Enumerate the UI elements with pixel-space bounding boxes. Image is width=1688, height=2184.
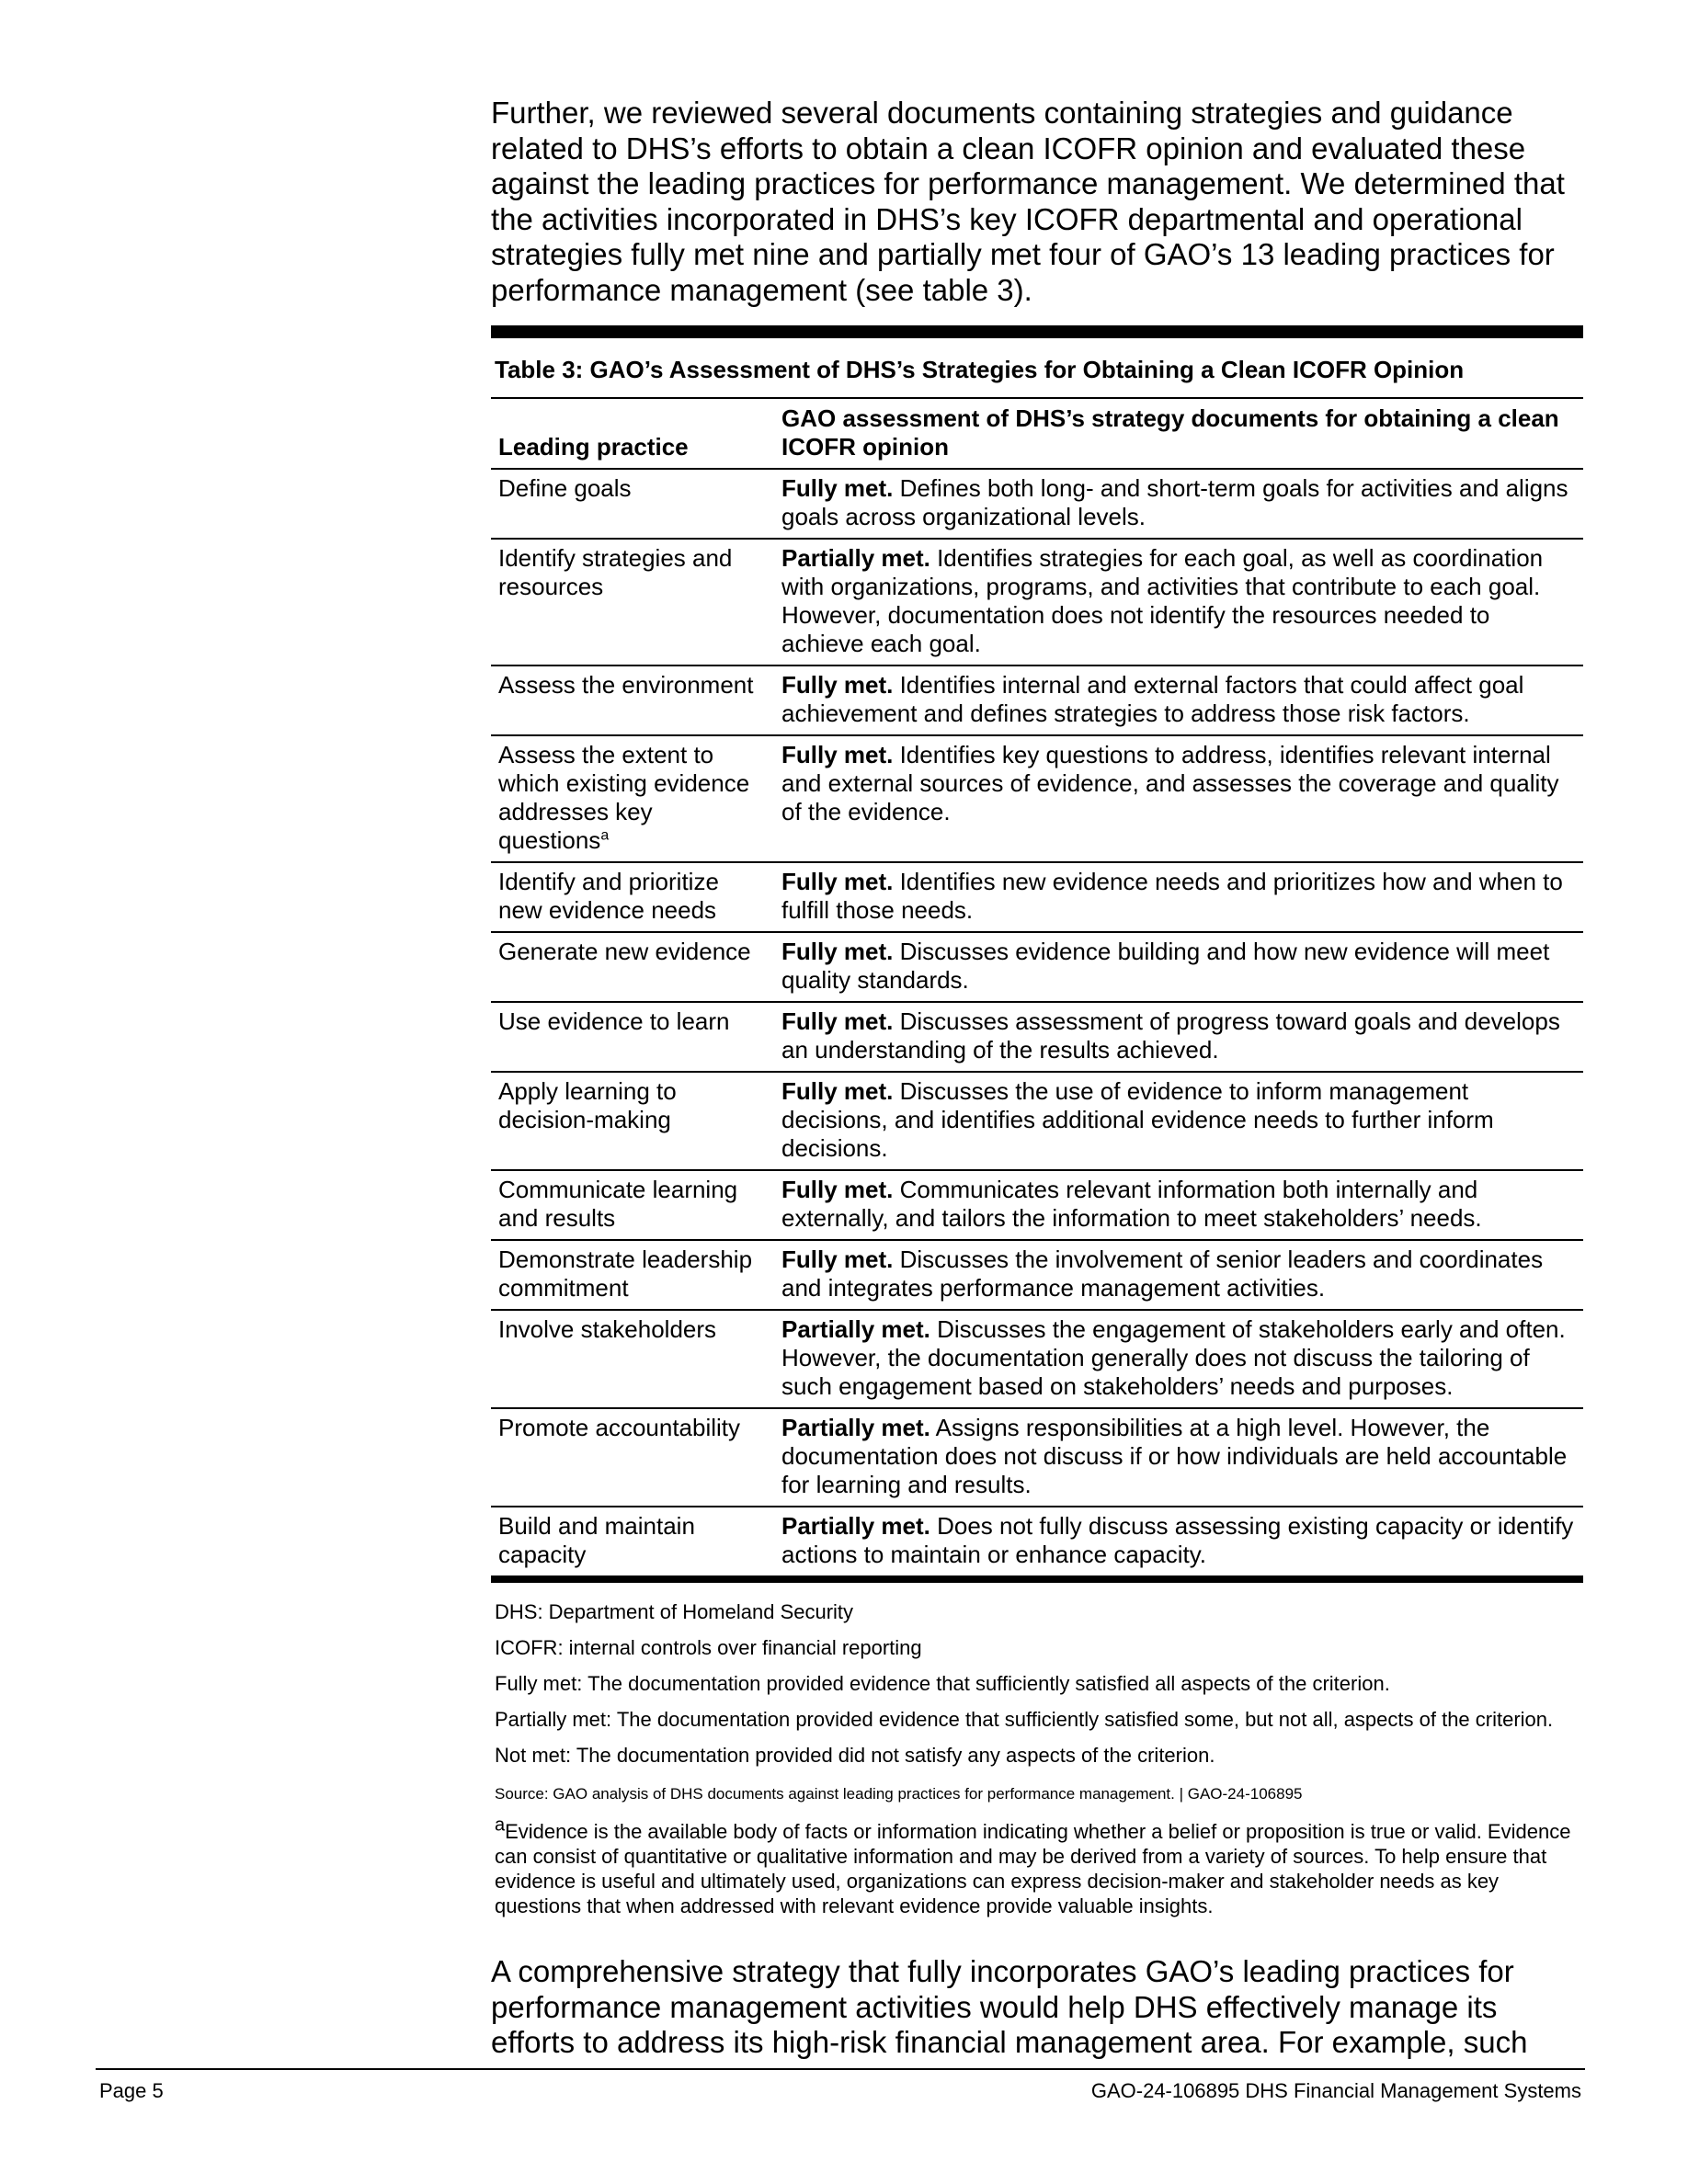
assessment-detail: Does not fully discuss assessing existing capacity or identify actions to maintain or enhance capacity. bbox=[781, 1512, 1574, 1568]
table-row bbox=[491, 862, 1583, 932]
table-row bbox=[491, 1002, 1583, 1072]
note-dhs: DHS: Department of Homeland Security bbox=[495, 1600, 854, 1623]
assessment-detail: Defines both long- and short-term goals for activities and aligns goals across organizational levels. bbox=[781, 474, 1568, 530]
header-gao-assessment: GAO assessment of DHS’s strategy documents for obtaining a clean ICOFR opinion bbox=[781, 404, 1559, 461]
table-row bbox=[491, 1408, 1583, 1507]
assessment-detail: Discusses the involvement of senior leaders and coordinates and integrates performance management activities. bbox=[781, 1246, 1544, 1302]
source-line: Source: GAO analysis of DHS documents against leading practices for performance management. | GAO-24-106895 bbox=[495, 1785, 1303, 1803]
table-row bbox=[491, 539, 1583, 665]
assessment-verdict: Partially met. bbox=[781, 544, 930, 572]
assessment-verdict: Partially met. bbox=[781, 1315, 930, 1343]
leading-practice-cell bbox=[491, 1507, 774, 1579]
note-partially-met: Partially met: The documentation provided evidence that sufficiently satisfied some, but not all, aspects of the criterion. bbox=[495, 1708, 1554, 1731]
leading-practice-cell bbox=[491, 1240, 774, 1310]
assessment-cell bbox=[774, 1408, 1583, 1507]
table-notes bbox=[491, 1599, 1583, 1929]
practice-label: Communicate learning and results bbox=[498, 1176, 738, 1232]
assessment-cell bbox=[774, 1002, 1583, 1072]
note-not-met: Not met: The documentation provided did not satisfy any aspects of the criterion. bbox=[495, 1744, 1215, 1767]
practice-label: Define goals bbox=[498, 474, 632, 502]
leading-practice-cell bbox=[491, 735, 774, 862]
assessment-cell bbox=[774, 1310, 1583, 1408]
leading-practice-cell bbox=[491, 1002, 774, 1072]
practice-label: Demonstrate leadership commitment bbox=[498, 1246, 753, 1302]
leading-practice-cell bbox=[491, 1170, 774, 1240]
practice-label: Use evidence to learn bbox=[498, 1007, 730, 1035]
assessment-verdict: Fully met. bbox=[781, 741, 894, 768]
assessment-verdict: Partially met. bbox=[781, 1512, 930, 1540]
practice-label: Identify strategies and resources bbox=[498, 544, 733, 600]
assessment-cell bbox=[774, 469, 1583, 539]
assessment-verdict: Fully met. bbox=[781, 938, 894, 965]
practice-label: Identify and prioritize new evidence needs bbox=[498, 868, 719, 924]
assessment-cell bbox=[774, 1507, 1583, 1579]
practice-label: Assess the environment bbox=[498, 671, 754, 699]
assessment-verdict: Fully met. bbox=[781, 1007, 894, 1035]
practice-label: Assess the extent to which existing evidence addresses key questions bbox=[498, 741, 750, 854]
practice-label: Build and maintain capacity bbox=[498, 1512, 695, 1568]
assessment-cell bbox=[774, 1072, 1583, 1170]
assessment-detail: Identifies internal and external factors that could affect goal achievement and defines strategies to address those risk factors. bbox=[781, 671, 1524, 727]
leading-practice-cell bbox=[491, 665, 774, 735]
assessment-detail: Communicates relevant information both internally and externally, and tailors the information to meet stakeholders’ needs. bbox=[781, 1176, 1482, 1232]
assessment-detail: Discusses evidence building and how new evidence will meet quality standards. bbox=[781, 938, 1550, 994]
assessment-table bbox=[491, 397, 1583, 1583]
table-row bbox=[491, 1170, 1583, 1240]
table-row bbox=[491, 735, 1583, 862]
assessment-cell bbox=[774, 1170, 1583, 1240]
assessment-detail: Discusses assessment of progress toward goals and develops an understanding of the results achieved. bbox=[781, 1007, 1560, 1064]
assessment-cell bbox=[774, 1240, 1583, 1310]
assessment-verdict: Partially met. bbox=[781, 1414, 930, 1441]
assessment-table-section bbox=[491, 325, 1583, 1583]
assessment-verdict: Fully met. bbox=[781, 474, 894, 502]
practice-label: Generate new evidence bbox=[498, 938, 751, 965]
table-row bbox=[491, 1072, 1583, 1170]
leading-practice-cell bbox=[491, 862, 774, 932]
header-leading-practice: Leading practice bbox=[498, 433, 689, 461]
table-top-rule bbox=[491, 325, 1583, 338]
assessment-detail: Identifies strategies for each goal, as well as coordination with organizations, programs, and activities that contribute to each goal. However, documentation does not identify the resources needed to achieve each goal. bbox=[781, 544, 1544, 657]
assessment-detail: Assigns responsibilities at a high level. However, the documentation does not discuss if or how individuals are held accountable for learning and results. bbox=[781, 1414, 1568, 1498]
footnote bbox=[495, 1814, 1583, 1918]
note-fully-met: Fully met: The documentation provided evidence that sufficiently satisfied all aspects of the criterion. bbox=[495, 1672, 1390, 1695]
assessment-cell bbox=[774, 665, 1583, 735]
footnote-marker: a bbox=[600, 827, 610, 844]
closing-paragraph: A comprehensive strategy that fully incorporates GAO’s leading practices for performance management activities would help DHS effectively manage its efforts to address its high-risk financial management area. For example, such bbox=[491, 1954, 1528, 2059]
footer-rule bbox=[96, 2068, 1585, 2070]
footnote-marker: a bbox=[495, 1814, 506, 1836]
assessment-verdict: Fully met. bbox=[781, 1077, 894, 1105]
table-header-row bbox=[491, 398, 1583, 469]
assessment-detail: Identifies key questions to address, identifies relevant internal and external sources of evidence, and assesses the coverage and quality of the evidence. bbox=[781, 741, 1559, 825]
assessment-cell bbox=[774, 539, 1583, 665]
assessment-verdict: Fully met. bbox=[781, 868, 894, 895]
assessment-cell bbox=[774, 735, 1583, 862]
intro-paragraph: Further, we reviewed several documents containing strategies and guidance related to DHS’s efforts to obtain a clean ICOFR opinion and evaluated these against the leading practices for performance management. We determined that the activities incorporated in DHS’s key ICOFR departmental and operational strategies fully met nine and partially met four of GAO’s 13 leading practices for performance management (see table 3). bbox=[491, 96, 1565, 307]
leading-practice-cell bbox=[491, 1072, 774, 1170]
assessment-detail: Discusses the engagement of stakeholders early and often. However, the documentation generally does not discuss the tailoring of such engagement based on stakeholders’ needs and purposes. bbox=[781, 1315, 1566, 1400]
leading-practice-cell bbox=[491, 539, 774, 665]
practice-label: Promote accountability bbox=[498, 1414, 741, 1441]
assessment-cell bbox=[774, 862, 1583, 932]
leading-practice-cell bbox=[491, 469, 774, 539]
leading-practice-cell bbox=[491, 1310, 774, 1408]
leading-practice-cell bbox=[491, 1408, 774, 1507]
practice-label: Involve stakeholders bbox=[498, 1315, 717, 1343]
table-row bbox=[491, 1507, 1583, 1579]
table-row bbox=[491, 1240, 1583, 1310]
assessment-verdict: Fully met. bbox=[781, 1176, 894, 1203]
assessment-cell bbox=[774, 932, 1583, 1002]
assessment-detail: Discusses the use of evidence to inform management decisions, and identifies additional evidence needs to further inform decisions. bbox=[781, 1077, 1494, 1162]
table-row bbox=[491, 932, 1583, 1002]
note-icofr: ICOFR: internal controls over financial reporting bbox=[495, 1636, 922, 1659]
assessment-verdict: Fully met. bbox=[781, 671, 894, 699]
report-identifier: GAO-24-106895 DHS Financial Management Systems bbox=[1090, 2079, 1581, 2102]
leading-practice-cell bbox=[491, 932, 774, 1002]
page-number: Page 5 bbox=[99, 2079, 164, 2102]
assessment-detail: Identifies new evidence needs and prioritizes how and when to fulfill those needs. bbox=[781, 868, 1563, 924]
footnote-text: Evidence is the available body of facts or information indicating whether a belief or proposition is true or valid. Evidence can consist of quantitative or qualitative information and may be derived from a variety of sources. To help ensure that evidence is useful and ultimately used, organizations can express decision-maker and stakeholder needs as key questions that when addressed with relevant evidence provide valuable insights. bbox=[495, 1820, 1571, 1917]
table-title: Table 3: GAO’s Assessment of DHS’s Strategies for Obtaining a Clean ICOFR Opinion bbox=[495, 356, 1465, 383]
table-row bbox=[491, 665, 1583, 735]
table-row bbox=[491, 1310, 1583, 1408]
practice-label: Apply learning to decision-making bbox=[498, 1077, 677, 1133]
table-row bbox=[491, 469, 1583, 539]
assessment-verdict: Fully met. bbox=[781, 1246, 894, 1273]
